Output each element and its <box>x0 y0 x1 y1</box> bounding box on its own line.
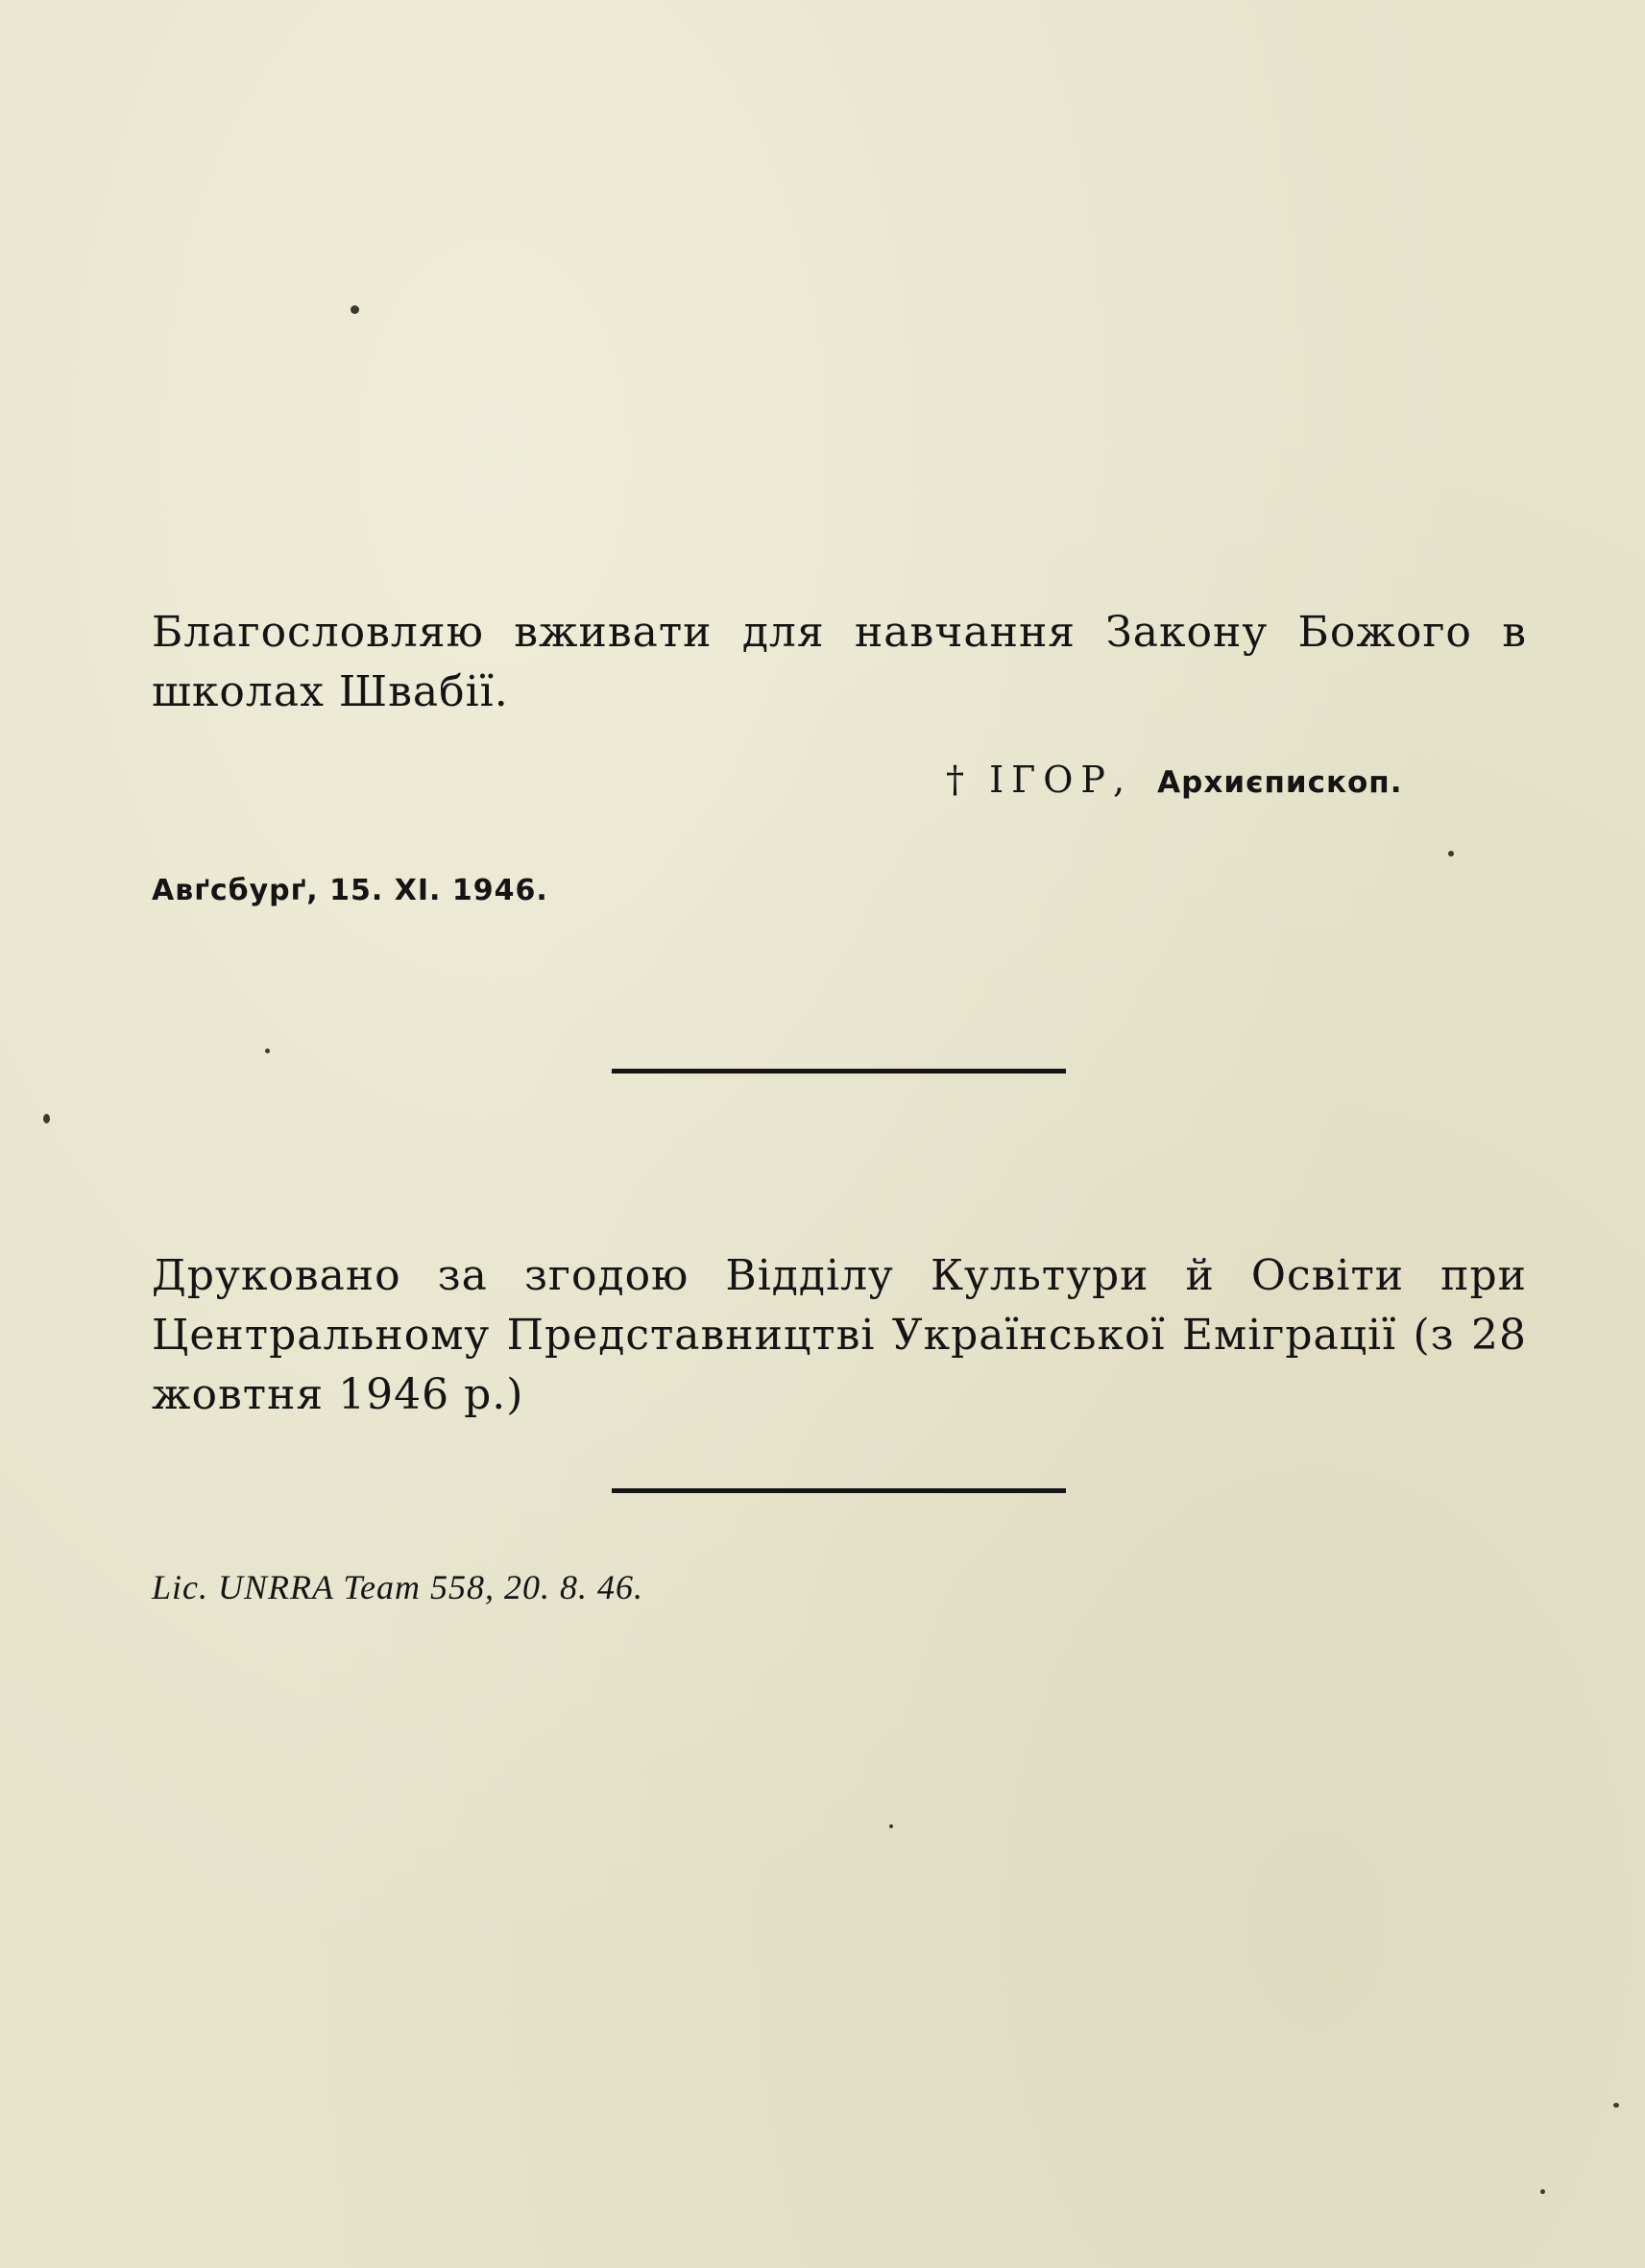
paper-speck <box>1613 2103 1619 2108</box>
paper-speck <box>1448 851 1454 857</box>
signatory-name: ІГОР, <box>989 759 1133 801</box>
paper-speck <box>1540 2189 1545 2194</box>
paper-speck <box>351 305 359 314</box>
paper-speck <box>889 1824 893 1828</box>
signature <box>946 759 1403 801</box>
horizontal-rule <box>612 1069 1066 1074</box>
horizontal-rule <box>612 1488 1066 1493</box>
license-line: Lic. UNRRA Team 558, 20. 8. 46. <box>152 1568 644 1606</box>
paper-speck <box>43 1114 50 1123</box>
signatory-title: Архиєпископ. <box>1157 765 1403 800</box>
cross-symbol: † <box>946 759 966 801</box>
blessing-paragraph: Благословляю вживати для навчання Закону Божого в школах Швабії. <box>152 608 1527 716</box>
place-date: Авґсбурґ, 15. XI. 1946. <box>152 874 548 907</box>
paper-speck <box>265 1049 270 1053</box>
printing-permission-paragraph: Друковано за згодою Відділу Культури й Освіти при Центральному Представництві Української Еміграції (з 28 жовтня 1946 р.) <box>152 1251 1527 1419</box>
